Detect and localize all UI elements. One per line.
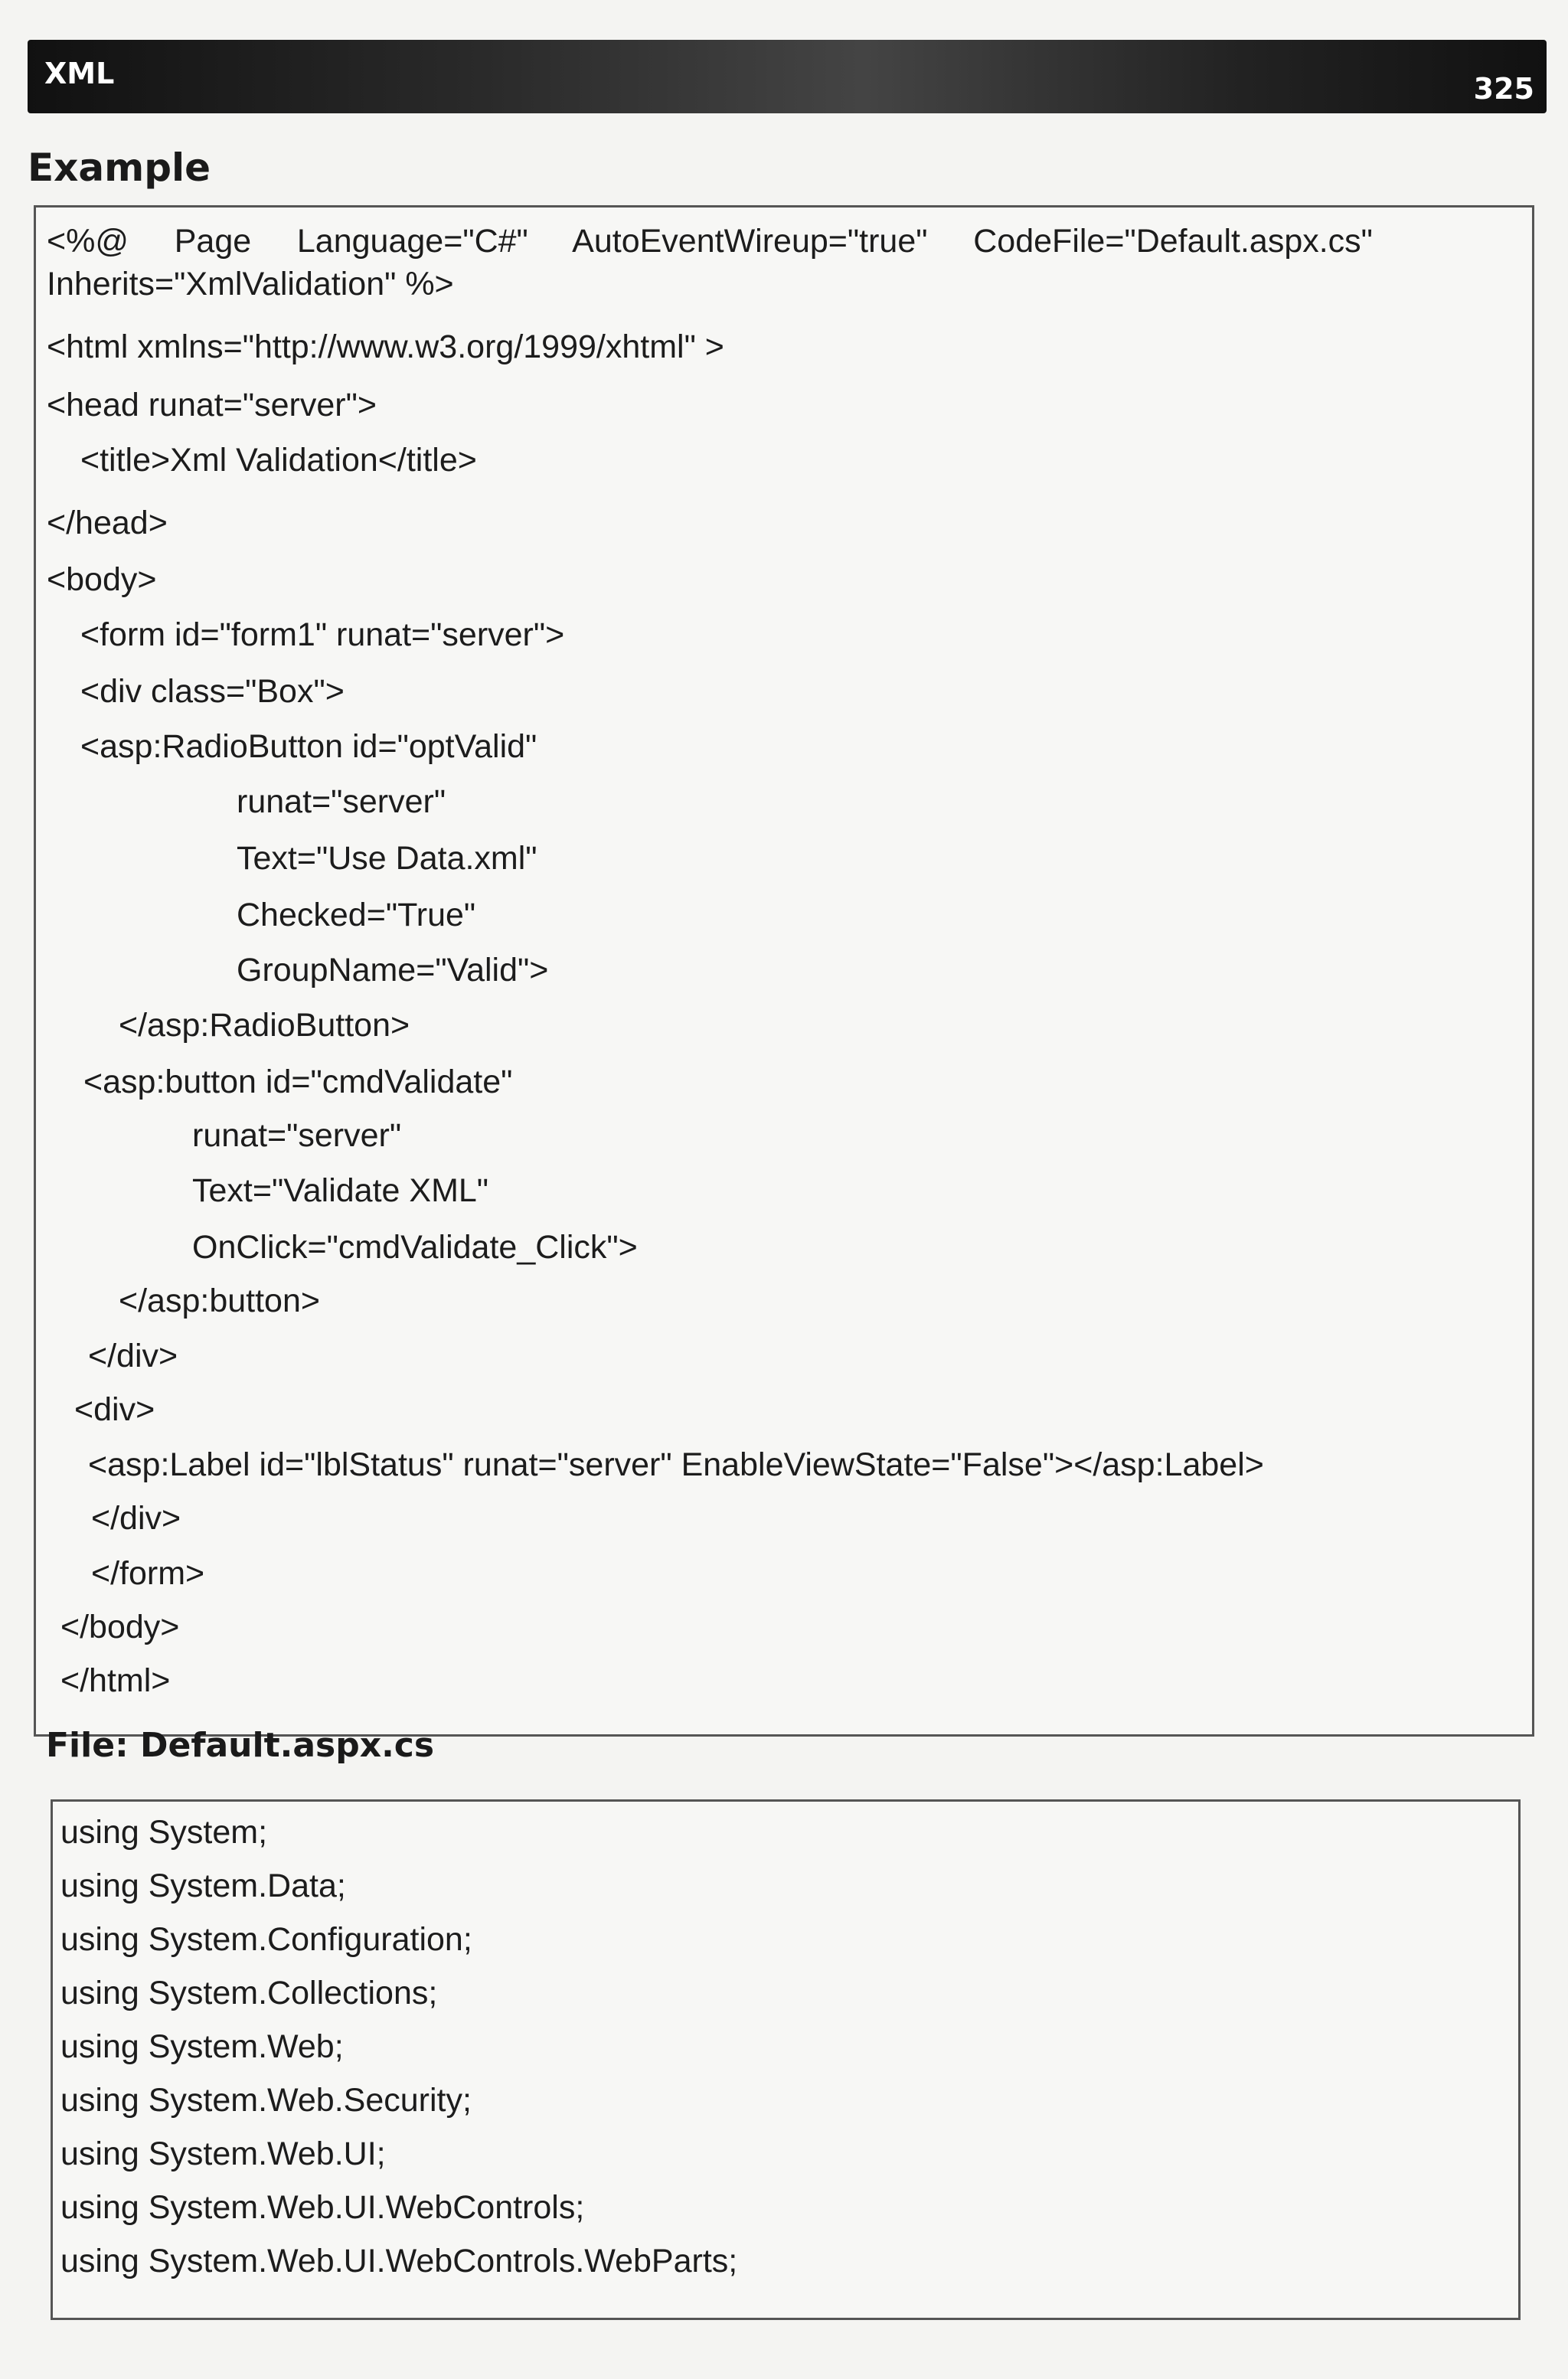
code-line: Checked="True" [237, 897, 476, 933]
code-line: <div class="Box"> [80, 673, 345, 710]
code-line: <html xmlns="http://www.w3.org/1999/xhtml" > [47, 328, 724, 365]
code-line: <form id="form1" runat="server"> [80, 616, 565, 653]
code-line: </html> [60, 1662, 171, 1699]
code-line: </div> [91, 1500, 181, 1537]
code-line: <div> [74, 1391, 155, 1428]
code-line: using System.Web.UI; [60, 2136, 386, 2172]
code-line: Inherits="XmlValidation" %> [47, 266, 454, 302]
code-line: using System.Configuration; [60, 1921, 472, 1958]
code-block-aspx [34, 205, 1534, 1737]
code-line: </head> [47, 505, 168, 541]
code-line: using System; [60, 1814, 268, 1851]
code-line: </form> [91, 1555, 205, 1592]
code-line: using System.Web.UI.WebControls.WebParts; [60, 2243, 738, 2279]
code-line: <asp:Label id="lblStatus" runat="server" EnableViewState="False"></asp:Label> [88, 1446, 1264, 1483]
code-line: <head runat="server"> [47, 387, 377, 423]
chapter-header-bar [28, 40, 1547, 113]
code-line: GroupName="Valid"> [237, 952, 549, 989]
chapter-title: XML [44, 57, 115, 90]
page-number: 325 [1473, 72, 1534, 106]
code-line: <%@ Page Language="C#" AutoEventWireup="true" CodeFile="Default.aspx.cs" [47, 223, 1373, 260]
code-line: using System.Collections; [60, 1975, 438, 2011]
code-line: runat="server" [192, 1117, 402, 1154]
code-line: using System.Data; [60, 1868, 346, 1904]
code-line: Text="Validate XML" [192, 1172, 489, 1209]
section-heading: Example [28, 145, 211, 190]
code-line: runat="server" [237, 783, 446, 820]
code-line: </div> [88, 1338, 178, 1374]
code-line: OnClick="cmdValidate_Click"> [192, 1229, 638, 1266]
code-block-cs [51, 1799, 1521, 2320]
code-line: </asp:RadioButton> [119, 1007, 410, 1044]
code-line: <body> [47, 561, 157, 598]
code-line: <asp:button id="cmdValidate" [83, 1064, 513, 1100]
code-line: using System.Web.Security; [60, 2082, 472, 2119]
code-line: <title>Xml Validation</title> [80, 442, 477, 479]
code-line: </body> [60, 1609, 180, 1645]
code-line: Text="Use Data.xml" [237, 840, 537, 877]
file-label: File: Default.aspx.cs [46, 1726, 435, 1765]
code-line: using System.Web.UI.WebControls; [60, 2189, 585, 2226]
code-line: using System.Web; [60, 2028, 344, 2065]
code-line: <asp:RadioButton id="optValid" [80, 728, 537, 765]
code-line: </asp:button> [119, 1283, 320, 1319]
